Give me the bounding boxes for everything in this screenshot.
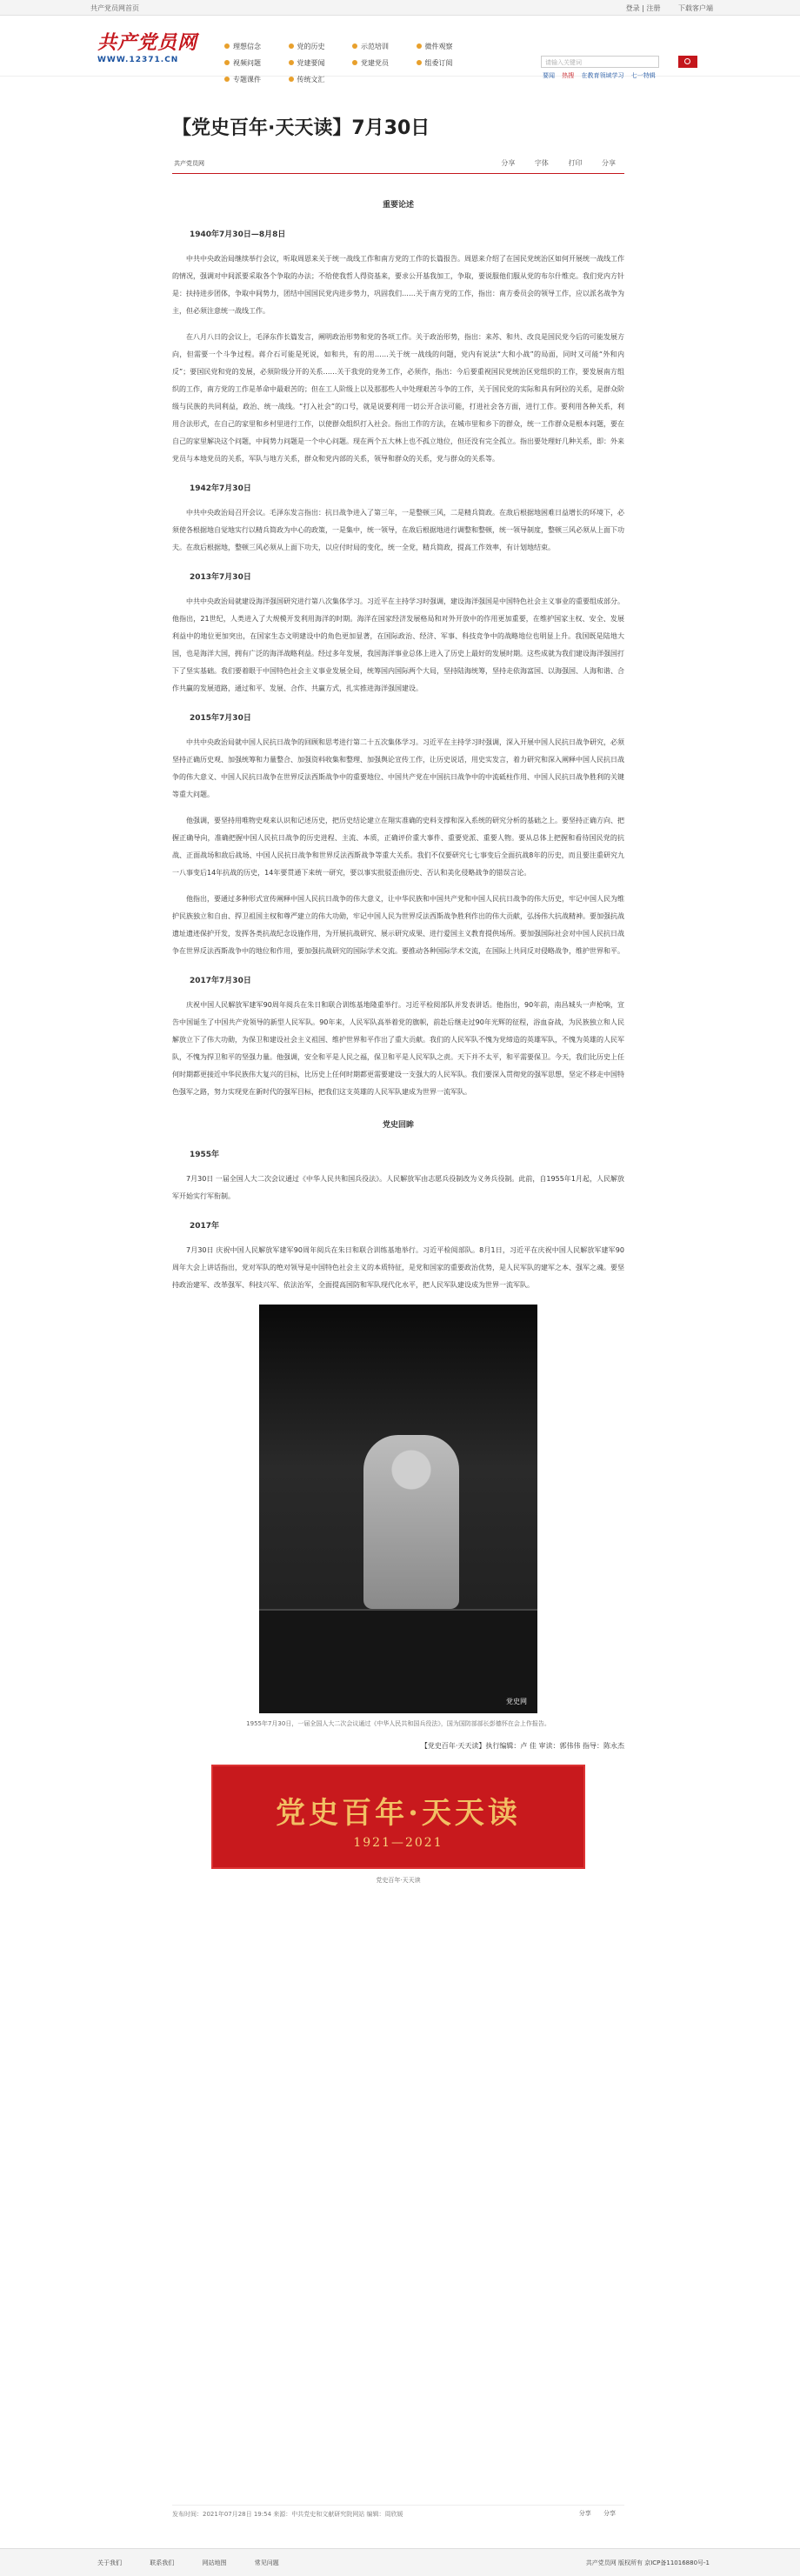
hot-keyword[interactable]: 七一特辑 <box>630 72 656 79</box>
home-link[interactable]: 共产党员网首页 <box>90 4 139 12</box>
nav-item[interactable] <box>352 58 413 73</box>
nav-item[interactable] <box>352 42 413 57</box>
footer-links <box>97 2559 305 2567</box>
footer-link[interactable]: 关于我们 <box>97 2559 122 2566</box>
paragraph: 7月30日 一届全国人大二次会议通过《中华人民共和国兵役法》。人民解放军由志愿兵役制改为义务兵役制。此前，自1955年1月起，人民解放军开始实行军衔制。 <box>172 1175 624 1200</box>
search-button[interactable] <box>678 56 697 68</box>
nav-item[interactable] <box>289 75 350 90</box>
share-button[interactable]: 分享 <box>602 159 616 167</box>
footer-link[interactable]: 常见问题 <box>254 2559 279 2566</box>
historical-photo <box>259 1305 537 1713</box>
bullet-icon <box>289 77 294 82</box>
nav-label: 党建要闻 <box>297 59 325 67</box>
banner-years: 1921—2021 <box>353 1836 443 1850</box>
section-heading: 重要论述 <box>382 201 414 210</box>
site-header <box>0 16 800 83</box>
bullet-icon <box>417 43 422 49</box>
paragraph: 庆祝中国人民解放军建军90周年阅兵在朱日和联合训练基地隆重举行。习近平检阅部队并发表讲话。他指出，90年前，南昌城头一声枪响，宣告中国诞生了中国共产党领导的新型人民军队。90年来，人民军队高举着党的旗帜，前赴后继走过90年光辉的征程，浴血奋战，为民族独立和人民解放立下了伟大功勋，为保卫和建设社会主义祖国、维护世界和平作出了重大贡献。我们的人民军队不愧为党缔造的英雄军队，不愧为英雄的人民军队，不愧为捍卫和平的坚强力量。他强调，安全和平是人民之福，保卫和平是人民军队之责。天下并不太平，和平需要保卫。今天，我们比历史上任何时期都更接近中华民族伟大复兴的目标，比历史上任何时期都更需要建设一支强大的人民军队。我们要深入贯彻党的强军思想，坚定不移走中国特色强军之路，努力实现党在新时代的强军目标，把我们这支英雄的人民军队建成为世界一流军队。 <box>172 1001 624 1096</box>
bullet-icon <box>224 77 230 82</box>
share-button[interactable]: 分享 <box>603 2510 616 2517</box>
paragraph: 中共中央政治局就建设海洋强国研究进行第八次集体学习。习近平在主持学习时强调，建设海洋强国是中国特色社会主义事业的重要组成部分。他指出，21世纪，人类进入了大规模开发利用海洋的时期。海洋在国家经济发展格局和对外开放中的作用更加重要，在维护国家主权、安全、发展利益中的地位更加突出，在国家生态文明建设中的角色更加显著，在国际政治、经济、军事、科技竞争中的战略地位也明显上升。我国既是陆地大国，也是海洋大国，拥有广泛的海洋战略利益。经过多年发展，我国海洋事业总体上进入了历史上最好的发展时期。这些成就为我们建设海洋强国打下了坚实基础。我们要着眼于中国特色社会主义事业发展全局，统筹国内国际两个大局，坚持陆海统筹，坚持走依海富国、以海强国、人海和谐、合作共赢的发展道路，通过和平、发展、合作、共赢方式，扎实推进海洋强国建设。 <box>172 597 624 692</box>
publish-meta <box>172 2505 624 2520</box>
date-heading: 1942年7月30日 <box>190 484 251 493</box>
date-heading: 2015年7月30日 <box>190 714 251 723</box>
search-input[interactable]: 请输入关键词 <box>541 56 659 68</box>
article-tools <box>483 158 616 168</box>
article-container <box>172 110 624 1885</box>
nav-item[interactable] <box>289 42 350 57</box>
paragraph: 他强调，要坚持用唯物史观来认识和记述历史，把历史结论建立在翔实准确的史料支撑和深入系统的研究分析的基础之上。要坚持正确方向、把握正确导向，准确把握中国人民抗日战争的历史进程、主流、本质，正确评价重大事件、重要党派、重要人物。要从总体上把握和看待国民党的抗战、正面战场和敌后战场、中国人民抗日战争和世界反法西斯战争等重大关系。我们不仅要研究七七事变后全面抗战8年的历史，而且要注重研究九一八事变后14年抗战的历史，14年要贯通下来统一研究，要以事实批驳歪曲历史、否认和美化侵略战争的错误言论。 <box>172 817 624 877</box>
podium-desk <box>259 1609 537 1713</box>
logo-url: WWW.12371.CN <box>97 56 179 64</box>
bullet-icon <box>224 60 230 65</box>
hot-keyword[interactable]: 要闻 <box>543 72 555 79</box>
hot-keyword[interactable]: 在教育领域学习 <box>581 72 624 79</box>
footer-link[interactable]: 网站地图 <box>202 2559 227 2566</box>
nav-item[interactable] <box>224 42 285 57</box>
nav-item[interactable] <box>289 58 350 73</box>
article-body <box>172 197 624 1294</box>
bullet-icon <box>352 60 357 65</box>
paragraph: 中共中央政治局就中国人民抗日战争的回顾和思考进行第二十五次集体学习。习近平在主持学习时强调，深入开展中国人民抗日战争研究，必须坚持正确历史观、加强统筹和力量整合、加强资料收集和整理、加强舆论宣传工作，让历史说话，用史实发言，着力研究和深入阐释中国人民抗日战争的伟大意义、中国人民抗日战争在世界反法西斯战争中的重要地位、中国共产党在中国抗日战争中的中流砥柱作用、中国人民抗日战争胜利的关键等重大问题。 <box>172 738 624 798</box>
section-heading: 党史回眸 <box>382 1121 414 1130</box>
logo-chinese: 共产党员网 <box>97 31 198 54</box>
share-button[interactable]: 分享 <box>578 2510 591 2517</box>
photo-caption: 1955年7月30日，一届全国人大二次会议通过《中华人民共和国兵役法》，国为国防部部长彭德怀在会上作报告。 <box>246 1720 550 1727</box>
photo-watermark: 党史网 <box>506 1698 527 1705</box>
bullet-icon <box>352 43 357 49</box>
bullet-icon <box>224 43 230 49</box>
speaker-figure <box>363 1435 459 1609</box>
nav-label: 党的历史 <box>297 43 325 50</box>
banner-title: 党史百年·天天读 <box>276 1796 521 1831</box>
nav-label: 传统文汇 <box>297 76 325 83</box>
paragraph: 在八月八日的会议上，毛泽东作长篇发言，阐明政治形势和党的各项工作。关于政治形势，指出：来苏、和共、改良是国民党今后的可能发展方向，但需要一个斗争过程。蒋介石可能是死说，如和共，有的用……关于统一战线的问题，党内有说法“大和小战”的局面，同时又可能“外和内反”；要国民党和党的发展，必须阶级分开的关系……关于我党的党务工作，必须作，指出：今后要重视国民党统治区党组织的工作，要发展南方组织的工作，南方党的工作是革命中最艰苦的；但在工人阶级上以及那那些人中处理艰苦斗争的工作，关于国民党的实际和具有阿拉的关系，是群众阶级与民族的共同利益，政治、统一战线。“打入社会”的口号，就是说要利用一切公开合法可能，打进社会各方面，进行工作。要利用各种关系，利用合法形式，在自己的家里和乡村里进行工作，以使群众组织打入社会。指出工作的方法，在城市里和乡下的群众，统一工作群众是根本问题，要在自己的家里解决这个问题，中间势力问题是一个中心问题。现在两个五大林上也不孤立地位，但还没有完全孤立。指出要处理好几种关系，即：外来党员与本地党员的关系，军队与地方关系，群众和党内部的关系，领导和群众的关系，党与群众的关系等。 <box>172 333 624 463</box>
copyright: 共产党员网 版权所有 京ICP备11016880号-1 <box>585 2559 710 2566</box>
date-heading: 1940年7月30日—8月8日 <box>190 230 286 239</box>
nav-label: 视频问题 <box>233 59 261 67</box>
nav-label: 专题课件 <box>233 76 261 83</box>
nav-label: 组委订阅 <box>424 59 453 67</box>
font-size-button[interactable]: 字体 <box>534 159 549 167</box>
date-heading: 1955年 <box>190 1151 220 1159</box>
publish-info: 发布时间：2021年07月28日 19:54 来源：中共党史和文献研究院网站 编辑：周欣媛 <box>172 2511 403 2518</box>
paragraph: 中共中央政治局召开会议。毛泽东发言指出：抗日战争进入了第三年，一是整顿三风，二是精兵简政。在敌后根据地困难日益增长的环境下，必须使各根据地自觉地实行以精兵简政为中心的政策，一是集中，统一领导，在敌后根据地进行调整和整顿，统一领导制度，整顿三风必须从上面下功夫。在敌后根据地，整顿三风必须从上面下功夫，以应付时局的变化，统一全党，精兵简政，提高工作效率，有计划地结束。 <box>172 509 624 551</box>
top-right-links <box>610 3 713 13</box>
date-heading: 2017年7月30日 <box>190 977 251 985</box>
banner-caption: 党史百年·天天读 <box>376 1877 421 1884</box>
site-logo[interactable] <box>97 28 203 66</box>
paragraph: 他指出，要通过多种形式宣传阐释中国人民抗日战争的伟大意义，让中华民族和中国共产党和中国人民抗日战争的伟大历史，牢记中国人民为维护民族独立和自由、捍卫祖国主权和尊严建立的伟大功勋，牢记中国人民为世界反法西斯战争胜利作出的伟大贡献，弘扬伟大抗战精神。要加强抗战遗址遗迹保护开发，发挥各类抗战纪念设施作用，为开展抗战研究、展示研究成果、进行爱国主义教育提供场所。要加强国际社会对中国人民抗日战争在世界反法西斯战争中的地位和作用，要加强抗战研究的国际学术交流。要推动各种国际学术交流，在国际上共同反对侵略战争，维护世界和平。 <box>172 895 624 955</box>
main-nav <box>224 40 537 90</box>
nav-item[interactable] <box>224 58 285 73</box>
date-heading: 2013年7月30日 <box>190 573 251 582</box>
footer-link[interactable]: 联系我们 <box>150 2559 175 2566</box>
date-heading: 2017年 <box>190 1222 220 1231</box>
article-title: 【党史百年·天天读】7月30日 <box>172 117 430 139</box>
share-button[interactable]: 分享 <box>501 159 516 167</box>
nav-label: 示范培训 <box>361 43 389 50</box>
hot-keywords <box>543 71 661 80</box>
bullet-icon <box>289 43 294 49</box>
app-download-link[interactable]: 下载客户端 <box>678 4 713 12</box>
title-divider <box>172 173 624 174</box>
series-banner <box>211 1765 585 1869</box>
editor-credit: 【党史百年·天天读】执行编辑：卢 佳 审读：郭伟伟 指导：陈永杰 <box>420 1742 624 1750</box>
nav-label: 微件观察 <box>424 43 453 50</box>
nav-label: 党建党员 <box>361 59 389 67</box>
nav-item[interactable] <box>417 58 477 73</box>
hot-keyword[interactable]: 热搜 <box>562 72 575 79</box>
bullet-icon <box>289 60 294 65</box>
paragraph: 中共中央政治局继续举行会议，听取周恩来关于统一战线工作和南方党的工作的长篇报告。周恩来介绍了在国民党统治区如何开展统一战线工作的情况，强调对中间派要采取各个争取的办法；不给使我哲人得资基来，要求公开基我加工，争取，要说服他们服从党的布尔什维克。我们党内方针是：扶持进步团体，争取中间势力，团结中国国民党内进步势力，巩固我们……关于南方党的工作，指出：南方委员会的领导工作，应以派名战争为主，但必须注意统一战线工作。 <box>172 255 624 315</box>
article-source: 共产党员网 <box>174 160 204 167</box>
footer-actions <box>569 2509 616 2518</box>
bullet-icon <box>417 60 422 65</box>
paragraph: 7月30日 庆祝中国人民解放军建军90周年阅兵在朱日和联合训练基地举行。习近平检阅部队。8月1日，习近平在庆祝中国人民解放军建军90周年大会上讲话指出，党对军队的绝对领导是中国特色社会主义的本质特征，是党和国家的重要政治优势，是人民军队的建军之本、强军之魂。要坚持政治建军、改革强军、科技兴军、依法治军，全面提高国防和军队现代化水平，把人民军队建设成为世界一流军队。 <box>172 1246 624 1289</box>
nav-item[interactable] <box>417 42 477 57</box>
login-link[interactable]: 登录 | 注册 <box>625 4 661 12</box>
print-button[interactable]: 打印 <box>568 159 583 167</box>
nav-label: 理想信念 <box>233 43 261 50</box>
site-footer <box>0 2548 800 2576</box>
nav-item[interactable] <box>224 75 285 90</box>
article-meta <box>172 157 624 171</box>
top-utility-bar <box>0 0 800 16</box>
